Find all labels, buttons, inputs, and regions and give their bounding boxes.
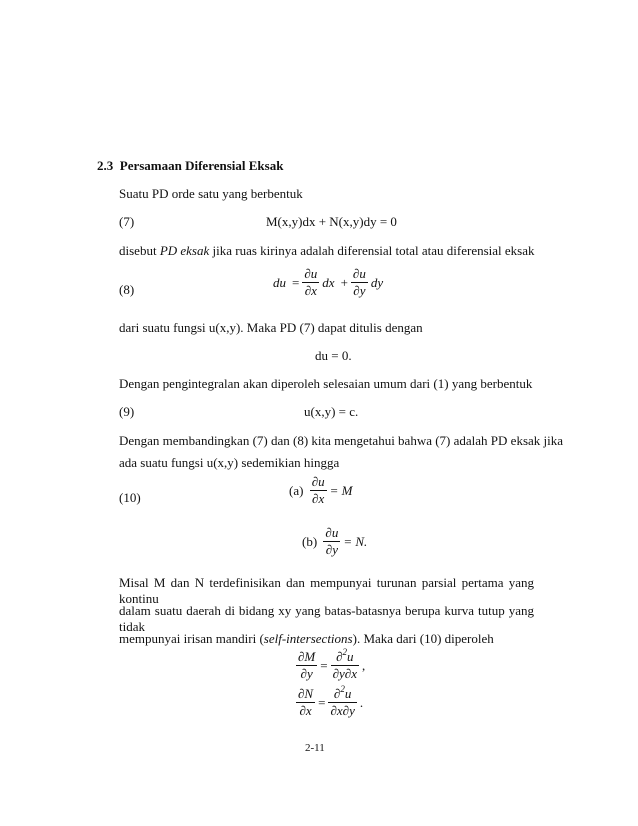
eq11r2-right-fraction [328,686,356,719]
eq11r2-rden: ∂x∂y [330,703,355,718]
eq10a-num: ∂u [311,474,325,489]
section-title: Persamaan Diferensial Eksak [119,158,284,173]
equation-7: M(x,y)dx + N(x,y)dy = 0 [266,214,397,229]
page-number: 2-11 [305,742,325,754]
eq10a-tag: (a) [289,482,304,498]
eq11r2-lden: ∂x [299,703,312,718]
eq11r1-u: u [347,649,354,664]
misal-line3-pre: mempunyai irisan mandiri ( [119,631,264,646]
equation-10b [299,525,370,558]
definition-term: PD eksak [159,243,210,258]
paragraph-misal-line-1: Misal M dan N terdefinisikan dan mempunyai turunan parsial pertama yang kontinu [119,575,534,606]
equation-11-row-2 [296,686,366,719]
section-heading [97,158,283,174]
eq11r1-partial: ∂ [336,649,343,664]
equation-11-row-1 [296,649,368,682]
eq11r2-equals: = [318,694,326,710]
eq11r1-comma: , [362,657,366,673]
equation-9: u(x,y) = c. [304,404,359,419]
eq10b-tag: (b) [302,533,318,549]
equation-10a [286,474,355,507]
misal-line3-post: ). Maka dari (10) diperoleh [352,631,494,646]
eq8-plus: + [340,274,348,290]
eq11r1-left-fraction [296,649,317,682]
eq10a-fraction [310,474,327,507]
eq11r2-rnum [328,686,356,703]
equation-10-label: (10) [119,490,141,505]
eq8-fraction-1 [302,266,319,299]
eq8-frac1-den: ∂x [304,283,317,298]
paragraph-definition [119,243,535,259]
paragraph-function: dari suatu fungsi u(x,y). Maka PD (7) dapat ditulis dengan [119,320,423,335]
equation-8 [270,266,386,299]
eq8-dx: dx [322,274,335,290]
eq11r2-lnum: ∂N [298,686,314,701]
eq10b-fraction [323,525,340,558]
eq8-frac2-num: ∂u [352,266,366,281]
eq11r2-left-fraction [296,686,315,719]
eq10a-den: ∂x [312,491,325,506]
paragraph-compare-line-2: ada suatu fungsi u(x,y) sedemikian hingga [119,455,340,470]
section-number: 2.3 [97,158,114,173]
definition-pre: disebut [119,243,160,258]
paragraph-misal-line-2: dalam suatu daerah di bidang xy yang batas-batasnya berupa kurva tutup yang tidak [119,603,534,634]
eq8-lhs: du [273,274,286,290]
eq10a-rhs: = M [329,482,353,498]
eq11r1-exponent: 2 [342,647,348,657]
eq10b-rhs: = N. [343,533,368,549]
paragraph-intro: Suatu PD orde satu yang berbentuk [119,186,303,201]
eq8-frac1-num: ∂u [304,266,318,281]
paragraph-misal-line-3 [119,631,494,647]
eq11r1-right-fraction [331,649,359,682]
eq11r1-rnum [331,649,359,666]
eq11r2-period: . [359,694,364,710]
eq11r1-lden: ∂y [300,666,313,681]
equation-du: du = 0. [315,348,352,363]
eq10b-num: ∂u [325,525,339,540]
eq11r1-rden: ∂y∂x [332,666,357,681]
eq8-frac2-den: ∂y [353,283,366,298]
eq8-equals: = [292,274,300,290]
eq11r2-partial: ∂ [333,686,341,701]
paragraph-integration: Dengan pengintegralan akan diperoleh selesaian umum dari (1) yang berbentuk [119,376,533,391]
definition-post: jika ruas kirinya adalah diferensial total atau diferensial eksak [209,243,535,258]
eq11r1-equals: = [320,657,328,673]
eq11r1-lnum: ∂M [298,649,316,664]
eq11r2-exponent: 2 [340,684,345,694]
paragraph-compare-line-1: Dengan membandingkan (7) dan (8) kita mengetahui bahwa (7) adalah PD eksak jika [119,433,564,448]
misal-line3-term: self-intersections [263,631,353,646]
eq10b-den: ∂y [325,542,338,557]
equation-8-label: (8) [119,282,135,297]
eq8-dy: dy [370,274,384,290]
eq8-fraction-2 [351,266,368,299]
equation-7-label: (7) [119,214,135,229]
equation-9-label: (9) [119,404,135,419]
eq11r2-u: u [344,686,352,701]
